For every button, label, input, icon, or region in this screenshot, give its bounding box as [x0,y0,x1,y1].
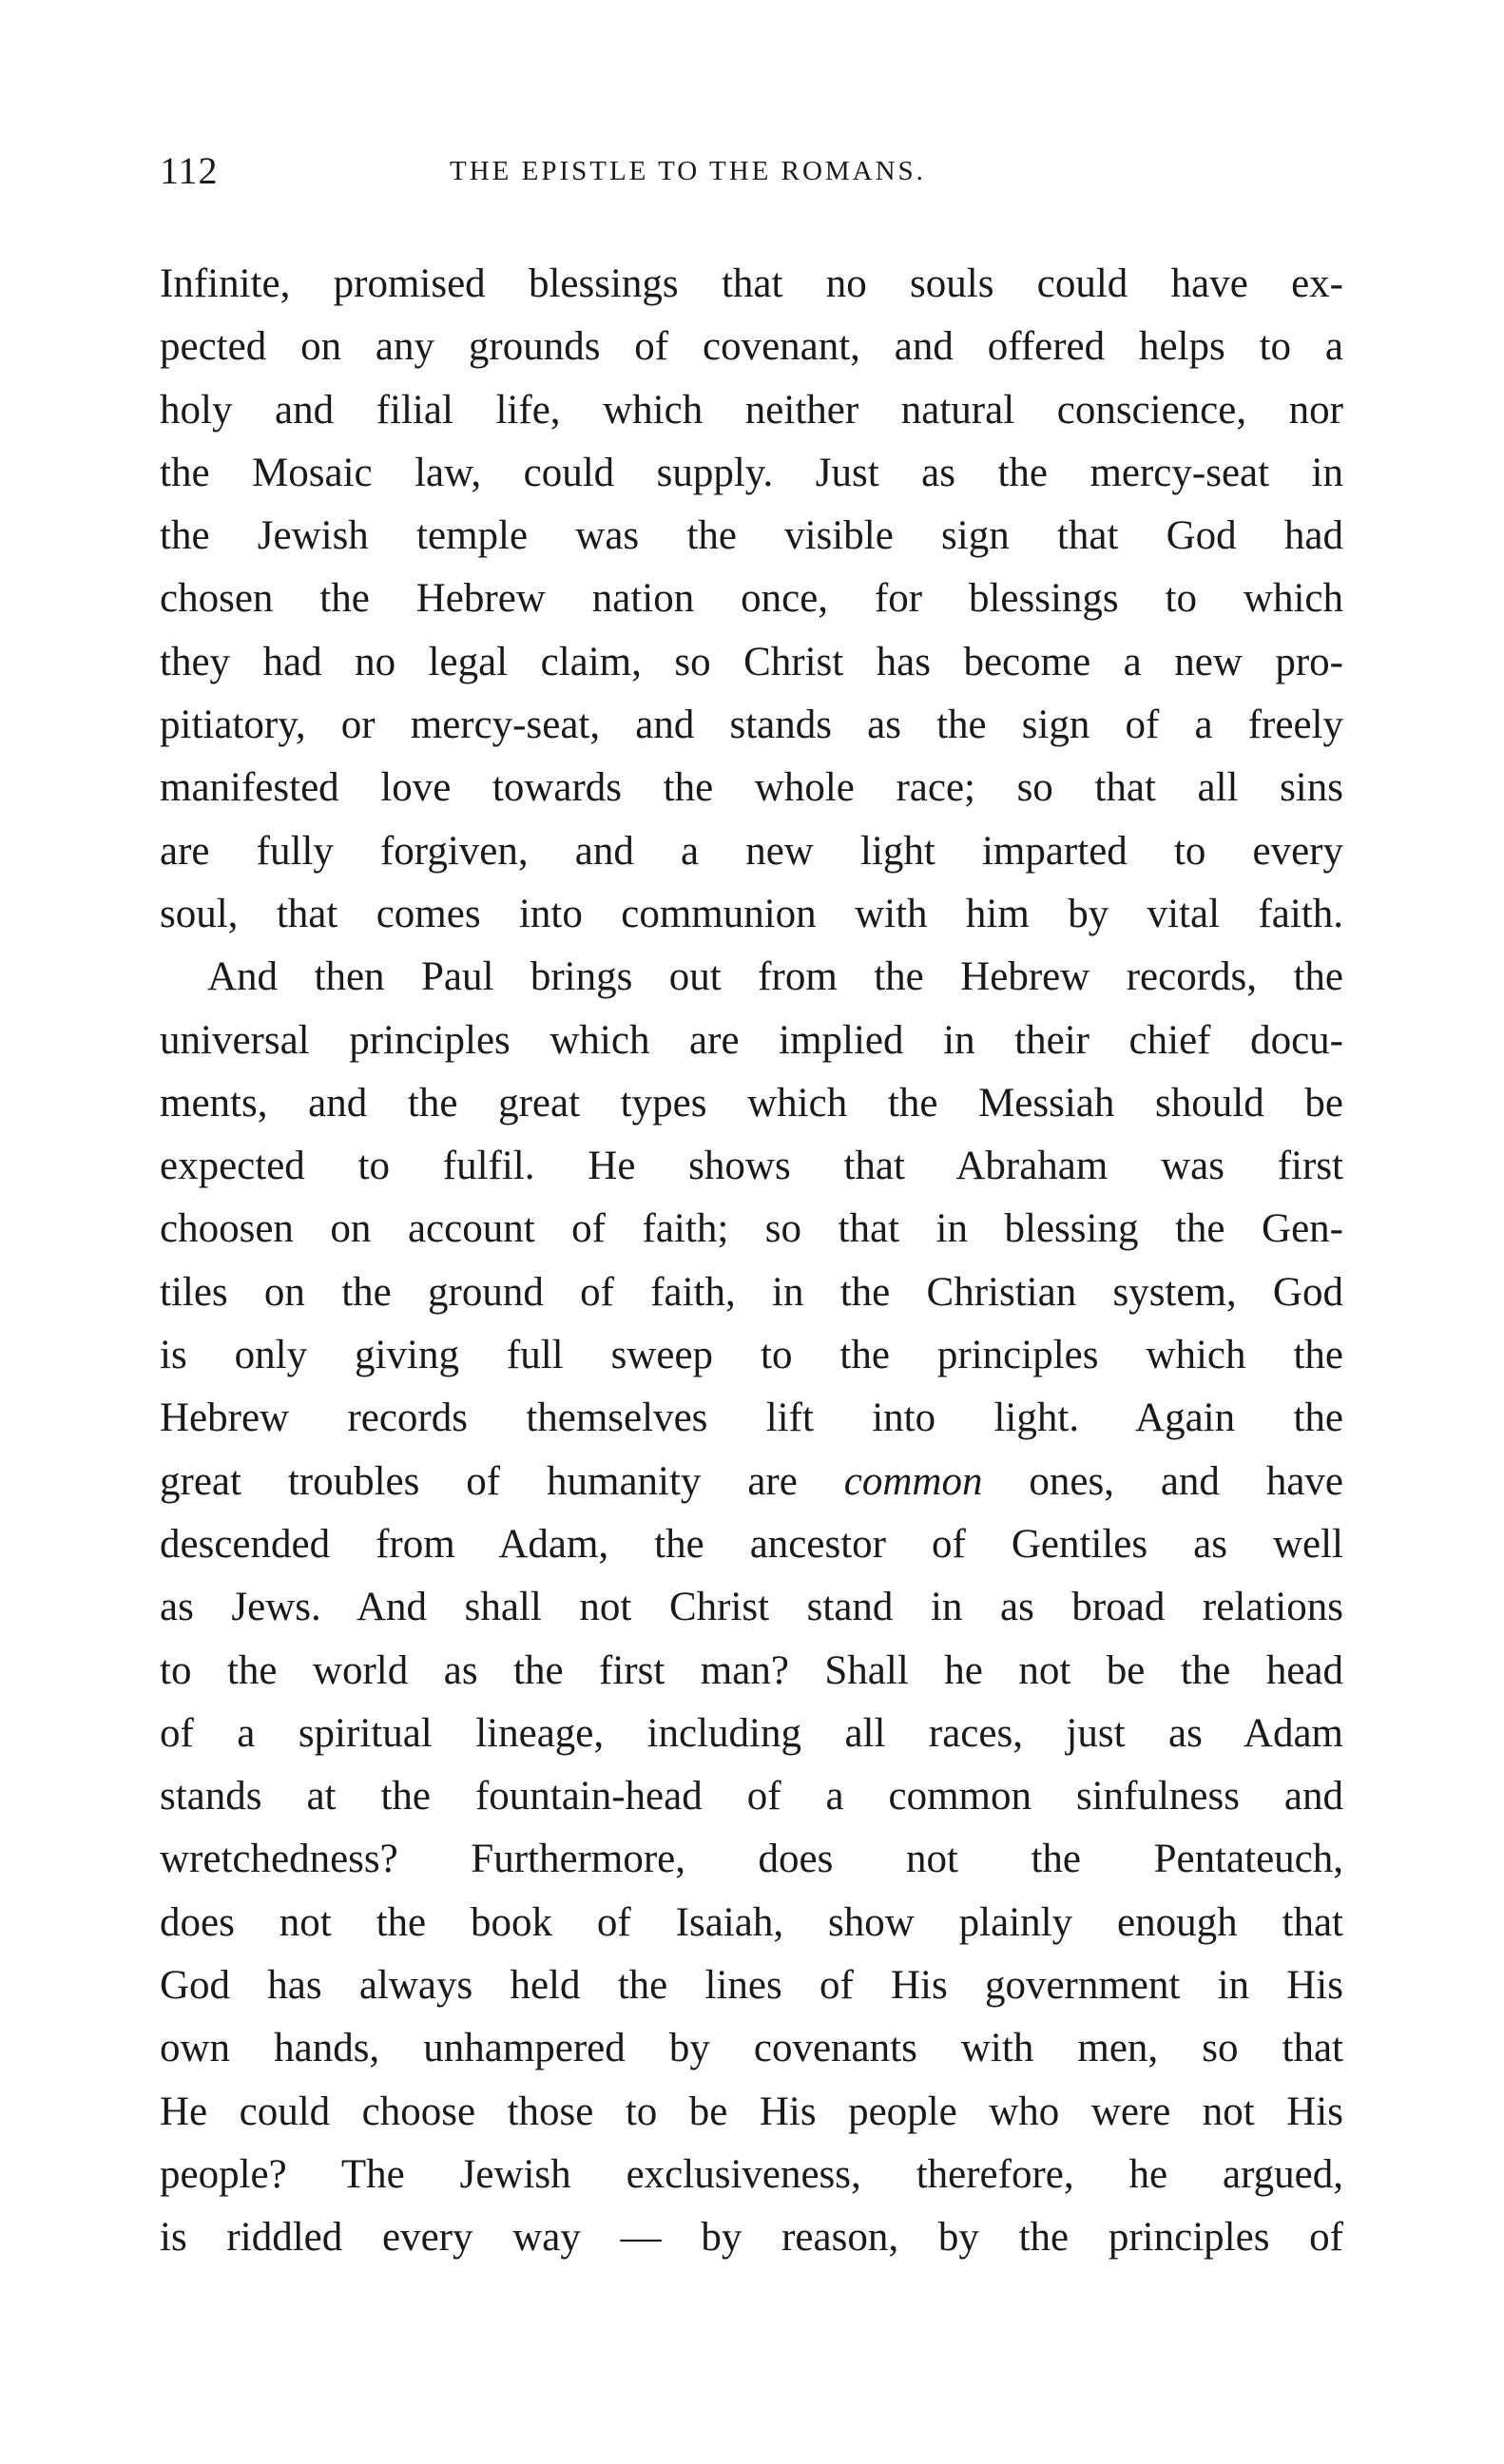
text-line: ments, and the great types which the Messiah should be [160,1080,1343,1126]
text-line: does not the book of Isaiah, show plainly enough that [160,1899,1343,1945]
page-number: 112 [160,149,219,192]
text-line: Infinite, promised blessings that no souls could have ex- [160,261,1343,306]
text-segment: great troubles of humanity are [160,1458,798,1504]
text-line: chosen the Hebrew nation once, for blessings to which [160,576,1343,622]
text-line: the Mosaic law, could supply. Just as the mercy-seat in [160,450,1343,495]
text-segment: ones, and have [982,1458,1343,1504]
text-line: are fully forgiven, and a new light imparted to every [160,828,1343,874]
text-line: the Jewish temple was the visible sign that God had [160,513,1343,559]
text-line: people? The Jewish exclusiveness, therefore, he argued, [160,2151,1343,2197]
text-line: as Jews. And shall not Christ stand in as broad relations [160,1585,1343,1630]
text-line: descended from Adam, the ancestor of Gentiles as well [160,1521,1343,1567]
text-line: manifested love towards the whole race; so that all sins [160,765,1343,811]
text-line: tiles on the ground of faith, in the Christian system, God [160,1269,1343,1315]
text-line: to the world as the first man? Shall he not be the head [160,1647,1343,1693]
text-line: Hebrew records themselves lift into light. Again the [160,1396,1343,1441]
text-line: own hands, unhampered by covenants with men, so that [160,2026,1343,2071]
text-line: stands at the fountain-head of a common sinfulness and [160,1774,1343,1819]
text-line: expected to fulfil. He shows that Abraham was first [160,1144,1343,1189]
running-head [160,143,1348,200]
text-line: universal principles which are implied in their chief docu- [160,1017,1343,1063]
text-line: is riddled every way — by reason, by the principles of [160,2215,1343,2261]
body-text [160,253,1343,2270]
text-line: soul, that comes into communion with him by vital faith. [160,891,1343,936]
text-line: of a spiritual lineage, including all races, just as Adam [160,1710,1343,1756]
paragraph-first-line: And then Paul brings out from the Hebrew records, the [207,954,1343,1000]
text-line: they had no legal claim, so Christ has become a new pro- [160,639,1343,684]
running-title: THE EPISTLE TO THE ROMANS. [450,156,926,186]
text-line: pected on any grounds of covenant, and offered helps to a [160,324,1343,370]
text-line: is only giving full sweep to the principles which the [160,1333,1343,1378]
text-line: He could choose those to be His people who were not His [160,2089,1343,2134]
text-line-with-italic [160,1451,1343,1513]
text-line: wretchedness? Furthermore, does not the Pentateuch, [160,1837,1343,1882]
text-line: God has always held the lines of His government in His [160,1963,1343,2009]
text-line: holy and filial life, which neither natural conscience, nor [160,387,1343,433]
italic-word: common [843,1458,983,1504]
text-line: pitiatory, or mercy-seat, and stands as the sign of a freely [160,703,1343,748]
text-line: choosen on account of faith; so that in blessing the Gen- [160,1206,1343,1252]
